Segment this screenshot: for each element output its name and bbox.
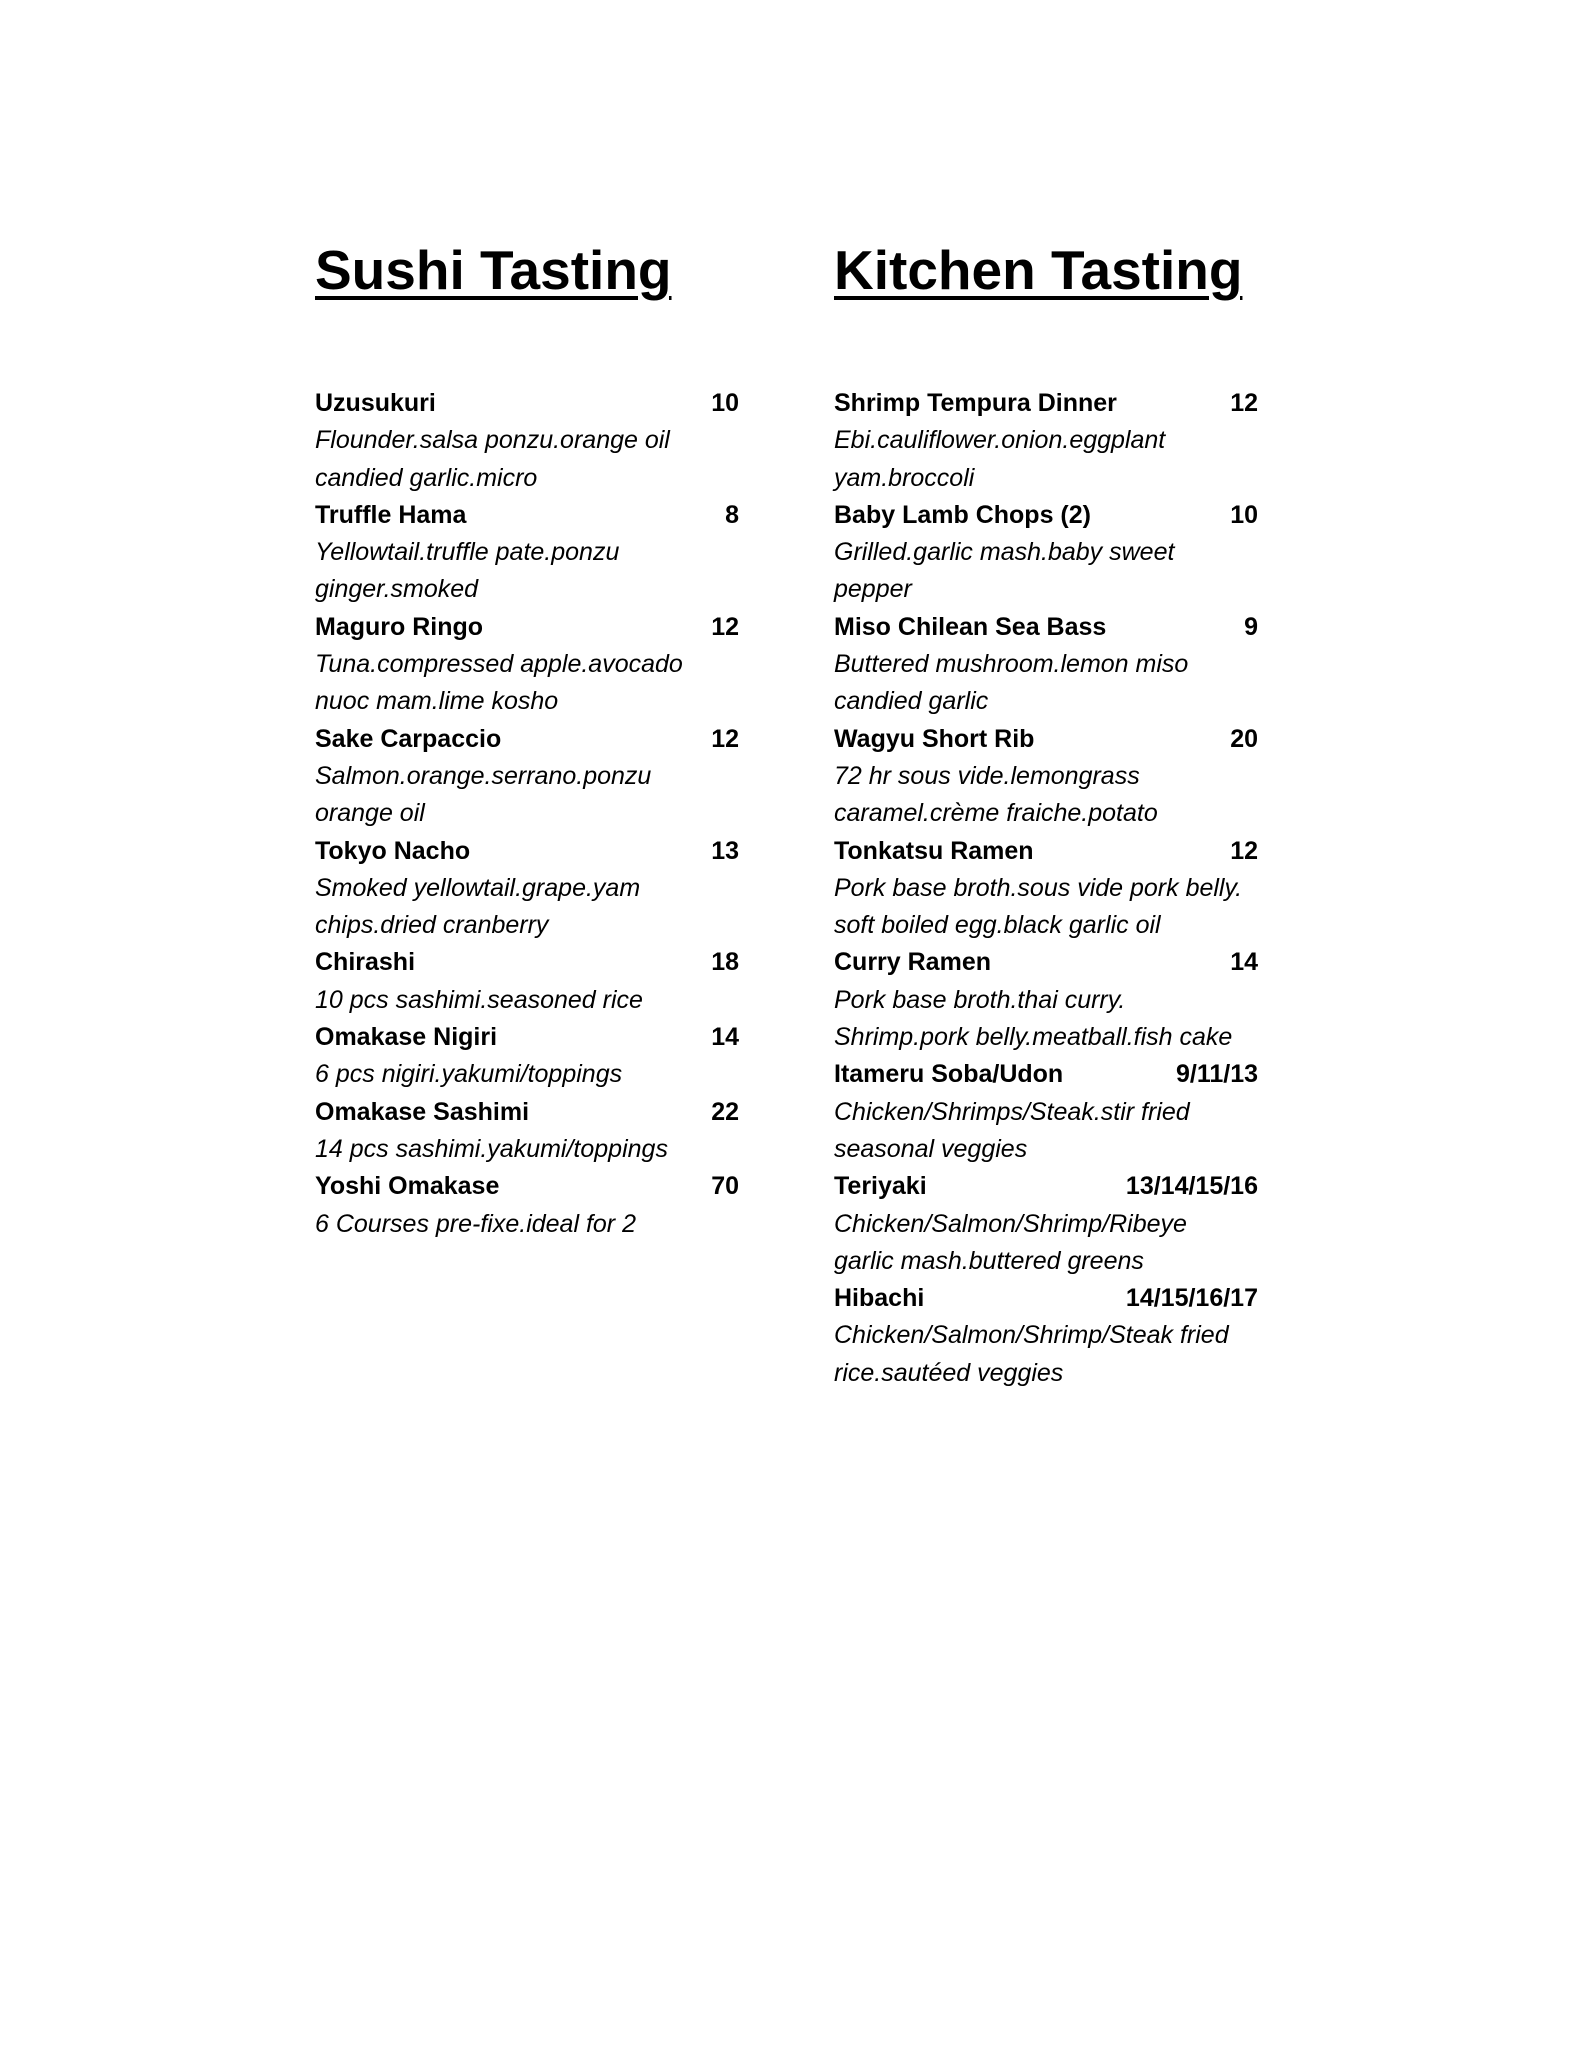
description-line: 14 pcs sashimi.yakumi/toppings bbox=[315, 1134, 668, 1163]
menu-item-description bbox=[315, 1206, 745, 1243]
menu-item-price: 12 bbox=[711, 612, 739, 641]
menu-item-name: Wagyu Short Rib bbox=[834, 724, 1035, 753]
menu-item-name: Curry Ramen bbox=[834, 948, 991, 977]
menu-item-price: 9/11/13 bbox=[1175, 1060, 1258, 1089]
menu-item-description bbox=[834, 646, 1264, 721]
menu-item-price: 14 bbox=[1230, 948, 1258, 977]
description-line: Smoked yellowtail.grape.yam bbox=[315, 873, 641, 902]
menu-item-name: Yoshi Omakase bbox=[315, 1172, 500, 1201]
description-line: 6 pcs nigiri.yakumi/toppings bbox=[315, 1060, 623, 1089]
menu-item-price: 12 bbox=[1230, 389, 1258, 417]
menu-item bbox=[834, 1280, 1264, 1392]
description-line: seasonal veggies bbox=[834, 1134, 1028, 1163]
menu-item-description bbox=[834, 534, 1264, 609]
menu-item bbox=[834, 944, 1264, 1056]
menu-item-name: Sake Carpaccio bbox=[315, 724, 502, 753]
menu-item-description bbox=[834, 982, 1264, 1057]
description-line: 72 hr sous vide.lemongrass bbox=[834, 761, 1140, 790]
menu-item-price: 14 bbox=[711, 1023, 739, 1052]
menu-item-description bbox=[315, 982, 745, 1019]
menu-item bbox=[834, 1056, 1264, 1168]
menu-item-price: 20 bbox=[1230, 724, 1258, 753]
menu-item-price: 13 bbox=[711, 836, 739, 865]
menu-item-header bbox=[834, 609, 1264, 646]
menu-item bbox=[834, 833, 1264, 945]
description-line: 10 pcs sashimi.seasoned rice bbox=[315, 985, 643, 1014]
menu-item-name: Omakase Sashimi bbox=[315, 1097, 530, 1126]
menu-item-name: Hibachi bbox=[834, 1284, 925, 1313]
menu-item-name: Truffle Hama bbox=[315, 500, 467, 529]
menu-item-header bbox=[834, 833, 1264, 870]
menu-item-price: 8 bbox=[725, 500, 739, 529]
menu-item bbox=[834, 1168, 1264, 1280]
kitchen-tasting-section bbox=[834, 235, 1264, 1392]
menu-item bbox=[834, 721, 1264, 833]
menu-item-name: Chirashi bbox=[315, 948, 416, 977]
menu-item-description bbox=[834, 1206, 1264, 1281]
menu-item-description bbox=[834, 422, 1264, 497]
description-line: Grilled.garlic mash.baby sweet bbox=[834, 538, 1175, 567]
description-line: chips.dried cranberry bbox=[315, 911, 549, 940]
menu-item-description bbox=[834, 758, 1264, 833]
menu-item bbox=[315, 385, 745, 497]
menu-item-name: Itameru Soba/Udon bbox=[834, 1060, 1064, 1089]
menu-item-price: 10 bbox=[1230, 500, 1258, 529]
description-line: Yellowtail.truffle pate.ponzu bbox=[315, 538, 620, 567]
sushi-tasting-title: Sushi Tasting bbox=[315, 239, 672, 301]
description-line: Flounder.salsa ponzu.orange oil bbox=[315, 426, 670, 455]
menu-item-price: 10 bbox=[711, 389, 739, 417]
description-line: Salmon.orange.serrano.ponzu bbox=[315, 761, 652, 790]
menu-item-header bbox=[315, 833, 745, 870]
description-line: caramel.crème fraiche.potato bbox=[834, 799, 1158, 828]
menu-item bbox=[315, 833, 745, 945]
menu-item-name: Teriyaki bbox=[834, 1172, 927, 1201]
menu-item-name: Baby Lamb Chops (2) bbox=[834, 500, 1091, 529]
kitchen-item-list bbox=[834, 385, 1264, 1392]
menu-item-description bbox=[315, 1131, 745, 1168]
description-line: Ebi.cauliflower.onion.eggplant bbox=[834, 426, 1166, 455]
description-line: Chicken/Salmon/Shrimp/Ribeye bbox=[834, 1209, 1187, 1238]
menu-item-price: 18 bbox=[711, 948, 739, 977]
description-line: Tuna.compressed apple.avocado bbox=[315, 650, 683, 679]
menu-item-header bbox=[315, 721, 745, 758]
kitchen-tasting-title: Kitchen Tasting bbox=[834, 239, 1243, 301]
sushi-item-list bbox=[315, 385, 745, 1243]
menu-item-header bbox=[834, 497, 1264, 534]
description-line: Pork base broth.thai curry. bbox=[834, 985, 1126, 1014]
menu-item-header bbox=[834, 385, 1264, 422]
menu-item-description bbox=[834, 1317, 1264, 1392]
menu-item-name: Tokyo Nacho bbox=[315, 836, 471, 865]
description-line: rice.sautéed veggies bbox=[834, 1358, 1064, 1387]
menu-item bbox=[315, 944, 745, 1019]
description-line: Pork base broth.sous vide pork belly. bbox=[834, 873, 1243, 902]
menu-item-header bbox=[834, 944, 1264, 981]
menu-item bbox=[315, 609, 745, 721]
description-line: Chicken/Shrimps/Steak.stir fried bbox=[834, 1097, 1190, 1126]
menu-item bbox=[315, 497, 745, 609]
description-line: nuoc mam.lime kosho bbox=[315, 687, 559, 716]
sushi-tasting-section bbox=[315, 235, 745, 1243]
description-line: candied garlic bbox=[834, 687, 989, 716]
menu-item bbox=[315, 1094, 745, 1169]
menu-item-header bbox=[315, 1168, 745, 1205]
menu-item-description bbox=[315, 758, 745, 833]
description-line: Chicken/Salmon/Shrimp/Steak fried bbox=[834, 1321, 1229, 1350]
menu-item-name: Maguro Ringo bbox=[315, 612, 484, 641]
menu-item-description bbox=[315, 534, 745, 609]
menu-item-description bbox=[315, 422, 745, 497]
menu-item-header bbox=[834, 1056, 1264, 1093]
menu-item-description bbox=[315, 1056, 745, 1093]
menu-item-name: Shrimp Tempura Dinner bbox=[834, 389, 1117, 417]
menu-item-header bbox=[315, 385, 745, 422]
menu-item bbox=[315, 1168, 745, 1243]
menu-item-description bbox=[315, 646, 745, 721]
menu-item-price: 9 bbox=[1244, 612, 1258, 641]
description-line: candied garlic.micro bbox=[315, 463, 538, 492]
menu-item bbox=[315, 721, 745, 833]
menu-item bbox=[834, 385, 1264, 497]
menu-item-header bbox=[315, 497, 745, 534]
menu-item-header bbox=[834, 721, 1264, 758]
menu-item-description bbox=[315, 870, 745, 945]
description-line: garlic mash.buttered greens bbox=[834, 1246, 1144, 1275]
description-line: ginger.smoked bbox=[315, 575, 479, 604]
menu-item-name: Miso Chilean Sea Bass bbox=[834, 612, 1107, 641]
menu-item-name: Uzusukuri bbox=[315, 389, 436, 417]
menu-item-price: 13/14/15/16 bbox=[1125, 1172, 1258, 1201]
menu-item-name: Omakase Nigiri bbox=[315, 1023, 498, 1052]
menu-item-header bbox=[315, 1019, 745, 1056]
description-line: yam.broccoli bbox=[834, 463, 975, 492]
menu-item-price: 12 bbox=[711, 724, 739, 753]
menu-item-description bbox=[834, 1094, 1264, 1169]
menu-item bbox=[834, 609, 1264, 721]
menu-item-header bbox=[834, 1168, 1264, 1205]
menu-item bbox=[834, 497, 1264, 609]
menu-item-price: 22 bbox=[711, 1097, 739, 1126]
description-line: orange oil bbox=[315, 799, 425, 828]
description-line: Buttered mushroom.lemon miso bbox=[834, 650, 1189, 679]
menu-item-price: 70 bbox=[711, 1172, 739, 1201]
menu-item-description bbox=[834, 870, 1264, 945]
description-line: 6 Courses pre-fixe.ideal for 2 bbox=[315, 1209, 636, 1238]
description-line: soft boiled egg.black garlic oil bbox=[834, 911, 1161, 940]
menu-item-header bbox=[834, 1280, 1264, 1317]
menu-item-header bbox=[315, 1094, 745, 1131]
menu-item-header bbox=[315, 609, 745, 646]
menu-item-name: Tonkatsu Ramen bbox=[834, 836, 1034, 865]
menu-item-price: 14/15/16/17 bbox=[1125, 1284, 1258, 1313]
menu-item-price: 12 bbox=[1230, 836, 1258, 865]
description-line: pepper bbox=[834, 575, 912, 604]
description-line: Shrimp.pork belly.meatball.fish cake bbox=[834, 1023, 1233, 1052]
menu-item-header bbox=[315, 944, 745, 981]
menu-item bbox=[315, 1019, 745, 1094]
